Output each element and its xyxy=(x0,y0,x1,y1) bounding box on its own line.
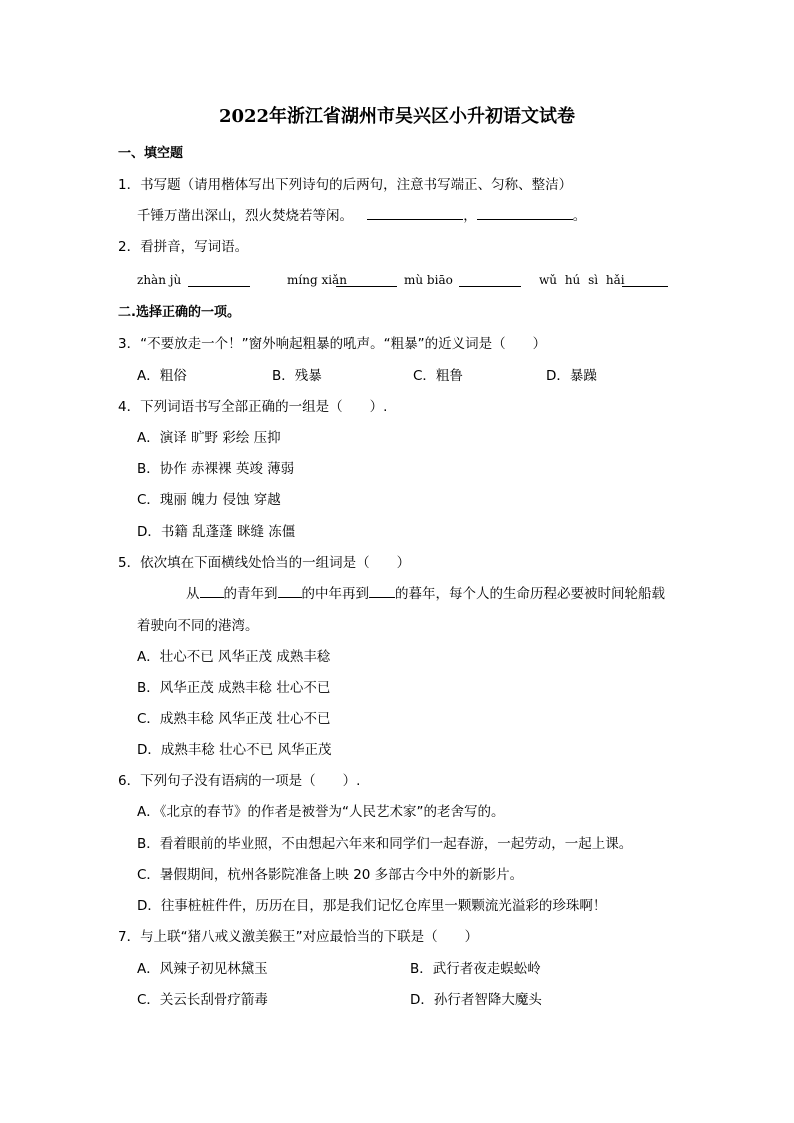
option-c[interactable]: C．瑰丽 魄力 侵蚀 穿越 xyxy=(137,492,281,508)
section-heading-fill-blank: 一、填空题 xyxy=(118,146,184,161)
question-4-stem: 4．下列词语书写全部正确的一组是（ ）. xyxy=(118,399,388,415)
page-title: 2022年浙江省湖州市吴兴区小升初语文试卷 xyxy=(218,106,576,127)
passage-text: 的青年到 xyxy=(223,586,278,602)
question-5-passage xyxy=(186,579,665,610)
question-5-passage-cont: 着驶向不同的港湾。 xyxy=(137,618,259,634)
option-c[interactable]: C．暑假期间，杭州各影院准备上映 20 多部古今中外的新影片。 xyxy=(137,867,524,883)
passage-text: 从 xyxy=(186,586,200,602)
option-b[interactable]: B．看着眼前的毕业照，不由想起六年来和同学们一起春游，一起劳动，一起上课。 xyxy=(137,836,633,852)
period: 。 xyxy=(572,208,587,224)
option-a[interactable]: A．壮心不已 风华正茂 成熟丰稔 xyxy=(137,649,331,665)
pinyin-2: míng xiǎn xyxy=(287,273,347,287)
question-7-options-row-1 xyxy=(0,954,794,985)
option-d[interactable]: D．暴躁 xyxy=(546,368,597,384)
pinyin-4: wǔ hú sì hǎi xyxy=(539,273,625,287)
question-7-stem: 7．与上联“猪八戒义激美猴王”对应最恰当的下联是（ ） xyxy=(118,929,479,945)
option-b[interactable]: B．风华正茂 成熟丰稔 壮心不已 xyxy=(137,680,331,696)
question-2-pinyin-row xyxy=(0,265,794,296)
question-1-stem: 1．书写题（请用楷体写出下列诗句的后两句，注意书写端正、匀称、整洁） xyxy=(118,177,573,193)
answer-blank[interactable] xyxy=(622,272,668,287)
question-3-stem: 3．“不要放走一个！”窗外响起粗暴的吼声。“粗暴”的近义词是（ ） xyxy=(118,336,547,352)
option-b[interactable]: B．武行者夜走蜈蚣岭 xyxy=(410,961,541,977)
option-a[interactable]: A．演译 旷野 彩绘 压抑 xyxy=(137,430,281,446)
option-c[interactable]: C．粗鲁 xyxy=(413,368,463,384)
option-d[interactable]: D．成熟丰稔 壮心不已 风华正茂 xyxy=(137,742,332,758)
option-d[interactable]: D．往事桩桩件件，历历在目，那是我们记忆仓库里一颗颗流光溢彩的珍珠啊！ xyxy=(137,898,607,914)
poem-text: 千锤万凿出深山，烈火焚烧若等闲。 xyxy=(137,208,353,224)
option-c[interactable]: C．成熟丰稔 风华正茂 壮心不已 xyxy=(137,711,331,727)
option-a[interactable]: A．《北京的春节》的作者是被誉为“人民艺术家”的老舍写的。 xyxy=(137,804,505,820)
answer-blank[interactable] xyxy=(477,205,573,220)
answer-blank[interactable] xyxy=(336,272,397,287)
passage-text: 的暮年，每个人的生命历程必要被时间轮船载 xyxy=(395,586,665,602)
answer-blank[interactable] xyxy=(367,205,463,220)
answer-blank[interactable] xyxy=(369,583,395,598)
answer-blank[interactable] xyxy=(188,272,250,287)
pinyin-1: zhàn jù xyxy=(137,273,182,287)
question-1-poem xyxy=(137,201,586,232)
section-heading-choice: 二.选择正确的一项。 xyxy=(118,305,240,320)
option-d[interactable]: D．书籍 乱蓬蓬 眯缝 冻僵 xyxy=(137,524,296,540)
question-3-options xyxy=(0,361,794,392)
option-a[interactable]: A．风辣子初见林黛玉 xyxy=(137,961,268,977)
option-d[interactable]: D．孙行者智降大魔头 xyxy=(410,992,542,1008)
option-b[interactable]: B．残暴 xyxy=(272,368,322,384)
question-2-stem: 2．看拼音，写词语。 xyxy=(118,239,249,255)
question-5-stem: 5．依次填在下面横线处恰当的一组词是（ ） xyxy=(118,555,411,571)
option-c[interactable]: C．关云长刮骨疗箭毒 xyxy=(137,992,268,1008)
pinyin-3: mù biāo xyxy=(404,273,453,287)
answer-blank[interactable] xyxy=(200,583,224,598)
question-6-stem: 6．下列句子没有语病的一项是（ ）. xyxy=(118,773,361,789)
comma: ， xyxy=(463,208,477,224)
question-7-options-row-2 xyxy=(0,985,794,1016)
option-b[interactable]: B．协作 赤裸裸 英竣 薄弱 xyxy=(137,461,295,477)
passage-text: 的中年再到 xyxy=(301,586,369,602)
option-a[interactable]: A．粗俗 xyxy=(137,368,187,384)
answer-blank[interactable] xyxy=(459,272,521,287)
answer-blank[interactable] xyxy=(278,583,302,598)
